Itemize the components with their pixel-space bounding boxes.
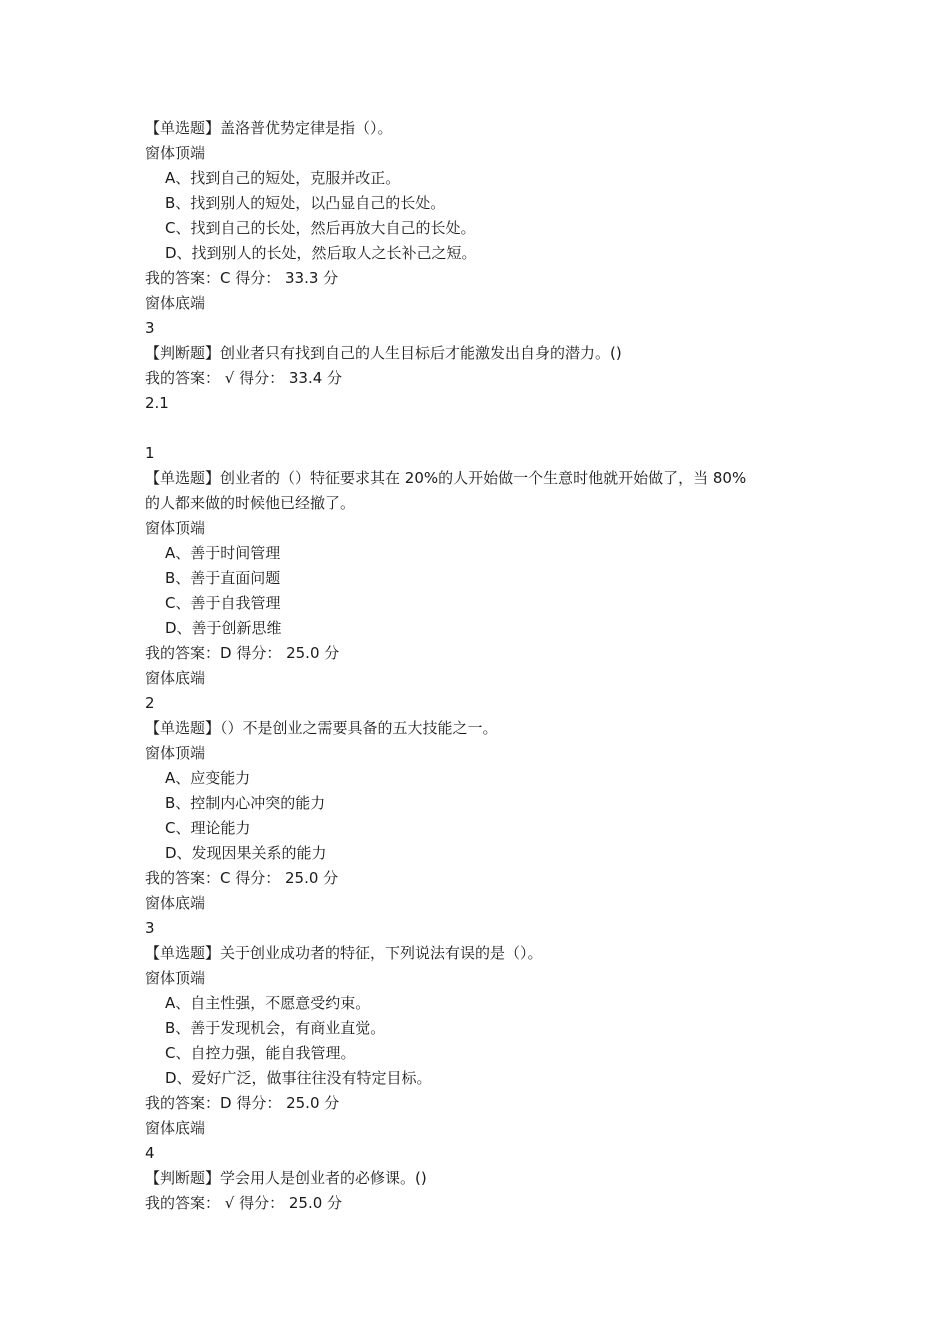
- option-line: D、找到别人的长处，然后取人之长补己之短。: [165, 244, 477, 262]
- text-line: 4: [145, 1144, 155, 1162]
- option-line: C、找到自己的长处，然后再放大自己的长处。: [165, 219, 476, 237]
- text-line: 窗体底端: [145, 1119, 206, 1137]
- text-line: 3: [145, 919, 155, 937]
- text-line: 我的答案：D 得分： 25.0 分: [145, 644, 340, 662]
- option-line: D、善于创新思维: [165, 619, 282, 637]
- option-line: D、发现因果关系的能力: [165, 844, 327, 862]
- text-line: 2.1: [145, 394, 169, 412]
- option-line: D、爱好广泛，做事往往没有特定目标。: [165, 1069, 432, 1087]
- document-page: [145, 116, 845, 1216]
- text-line: 窗体底端: [145, 894, 206, 912]
- option-line: A、应变能力: [165, 769, 251, 787]
- text-line: [145, 416, 845, 441]
- text-line: 窗体顶端: [145, 969, 206, 987]
- text-line: 我的答案：D 得分： 25.0 分: [145, 1094, 340, 1112]
- text-line: 1: [145, 444, 155, 462]
- option-line: A、自主性强，不愿意受约束。: [165, 994, 371, 1012]
- text-line: 窗体顶端: [145, 744, 206, 762]
- text-line: 我的答案：C 得分： 33.3 分: [145, 269, 339, 287]
- option-line: B、找到别人的短处，以凸显自己的长处。: [165, 194, 446, 212]
- text-line: 我的答案：C 得分： 25.0 分: [145, 869, 339, 887]
- text-line: 我的答案： √ 得分： 25.0 分: [145, 1194, 343, 1212]
- option-line: B、善于直面问题: [165, 569, 281, 587]
- text-line: 【判断题】创业者只有找到自己的人生目标后才能激发出自身的潜力。(): [145, 344, 622, 362]
- option-line: C、善于自我管理: [165, 594, 281, 612]
- text-line: 我的答案： √ 得分： 33.4 分: [145, 369, 343, 387]
- text-line: 3: [145, 319, 155, 337]
- text-line: 的人都来做的时候他已经撤了。: [145, 494, 356, 512]
- text-line: 窗体顶端: [145, 144, 206, 162]
- text-line: 窗体底端: [145, 669, 206, 687]
- text-line: 【单选题】关于创业成功者的特征，下列说法有误的是（）。: [145, 944, 543, 962]
- text-line: 【判断题】学会用人是创业者的必修课。(): [145, 1169, 427, 1187]
- option-line: B、善于发现机会，有商业直觉。: [165, 1019, 386, 1037]
- text-line: 2: [145, 694, 155, 712]
- option-line: C、理论能力: [165, 819, 251, 837]
- text-line: 【单选题】（）不是创业之需要具备的五大技能之一。: [145, 719, 498, 737]
- option-line: A、善于时间管理: [165, 544, 281, 562]
- option-line: A、找到自己的短处，克服并改正。: [165, 169, 401, 187]
- text-line: 窗体底端: [145, 294, 206, 312]
- option-line: B、控制内心冲突的能力: [165, 794, 326, 812]
- text-line: 【单选题】盖洛普优势定律是指（）。: [145, 119, 393, 137]
- text-line: 窗体顶端: [145, 519, 206, 537]
- option-line: C、自控力强，能自我管理。: [165, 1044, 356, 1062]
- text-line: 【单选题】创业者的（）特征要求其在 20%的人开始做一个生意时他就开始做了，当 80%: [145, 469, 747, 487]
